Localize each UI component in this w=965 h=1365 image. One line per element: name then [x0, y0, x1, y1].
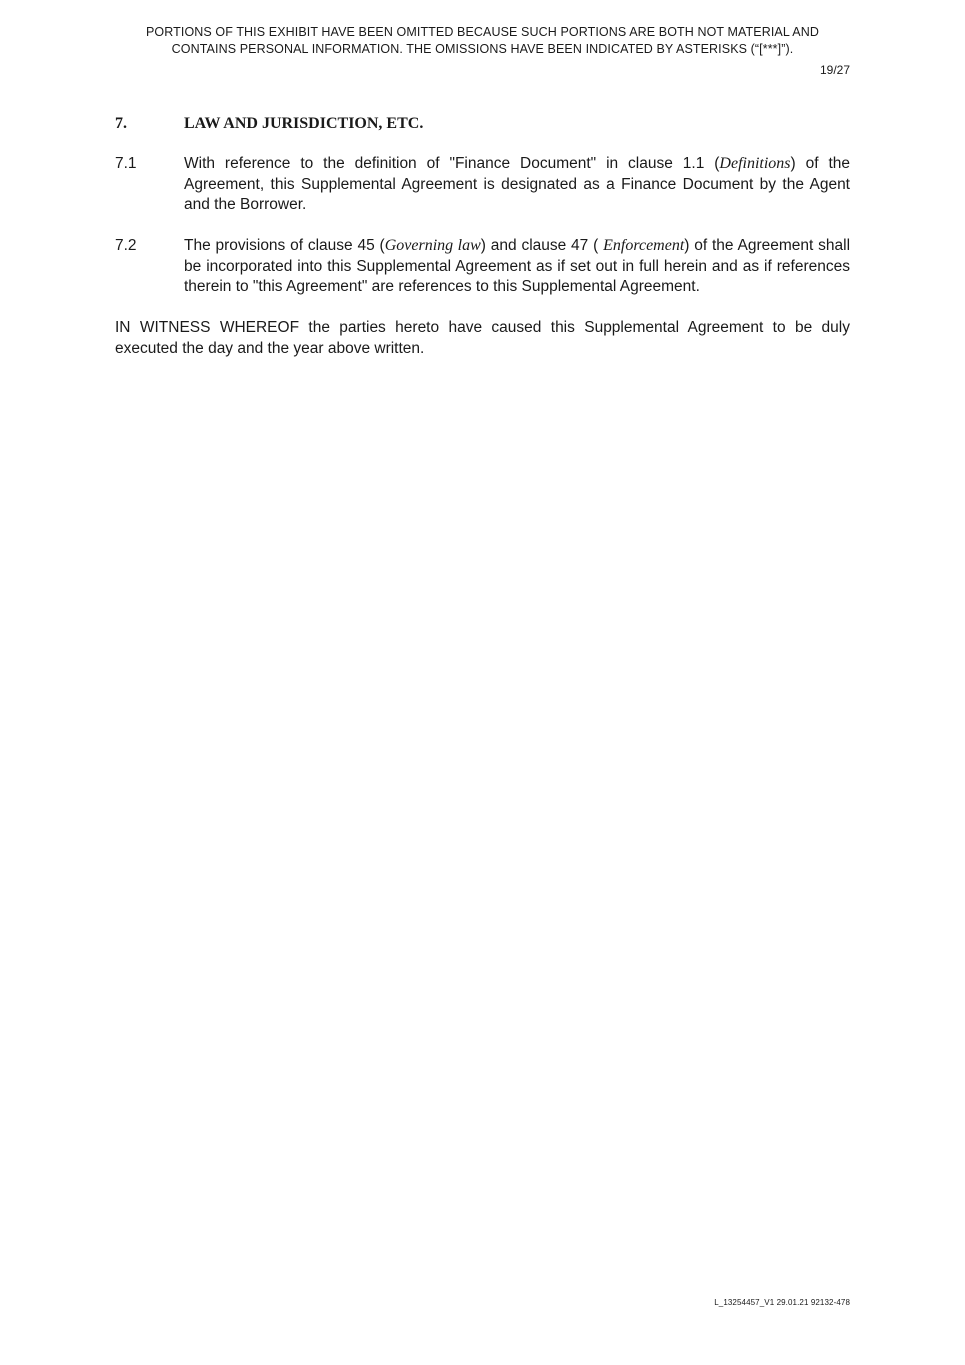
clause-text: ) of the Agreement, this Supplemental Agreement is designated as a Finance Document by the Agent and the Borrower.	[184, 155, 851, 213]
clause-7-2	[115, 236, 850, 298]
clause-7-1	[115, 154, 850, 216]
omission-notice-line-2: CONTAINS PERSONAL INFORMATION. THE OMISSIONS HAVE BEEN INDICATED BY ASTERISKS (“[***]”).	[171, 42, 794, 56]
clause-text: ) of the Agreement shall be incorporated into this Supplemental Agreement as if set out in full herein and as if references therein to "this Agreement" are references to this Supplemental Agreement.	[184, 237, 851, 295]
clause-text: The provisions of clause 45 (	[184, 237, 385, 254]
clause-number: 7.2	[115, 237, 137, 254]
document-reference: L_13254457_V1 29.01.21 92132-478	[714, 1298, 850, 1307]
clause-body	[184, 236, 850, 298]
section-title: LAW AND JURISDICTION, ETC.	[184, 115, 424, 132]
clause-reference-title: Enforcement	[603, 237, 685, 254]
clause-number: 7.1	[115, 155, 137, 172]
section-number: 7.	[115, 115, 127, 132]
clause-reference-title: Governing law	[384, 237, 481, 254]
clause-body	[184, 154, 850, 216]
witness-clause: IN WITNESS WHEREOF the parties hereto have caused this Supplemental Agreement to be duly executed the day and the year above written.	[115, 319, 850, 357]
omission-notice	[0, 24, 965, 58]
omission-notice-line-1: PORTIONS OF THIS EXHIBIT HAVE BEEN OMITTED BECAUSE SUCH PORTIONS ARE BOTH NOT MATERIAL AND	[145, 25, 819, 39]
page-number: 19/27	[819, 63, 850, 77]
clause-reference-title: Definitions	[719, 155, 791, 172]
clause-text: With reference to the definition of "Finance Document" in clause 1.1 (	[184, 155, 720, 172]
clause-text: ) and clause 47 (	[480, 237, 604, 254]
section-heading	[115, 115, 423, 133]
